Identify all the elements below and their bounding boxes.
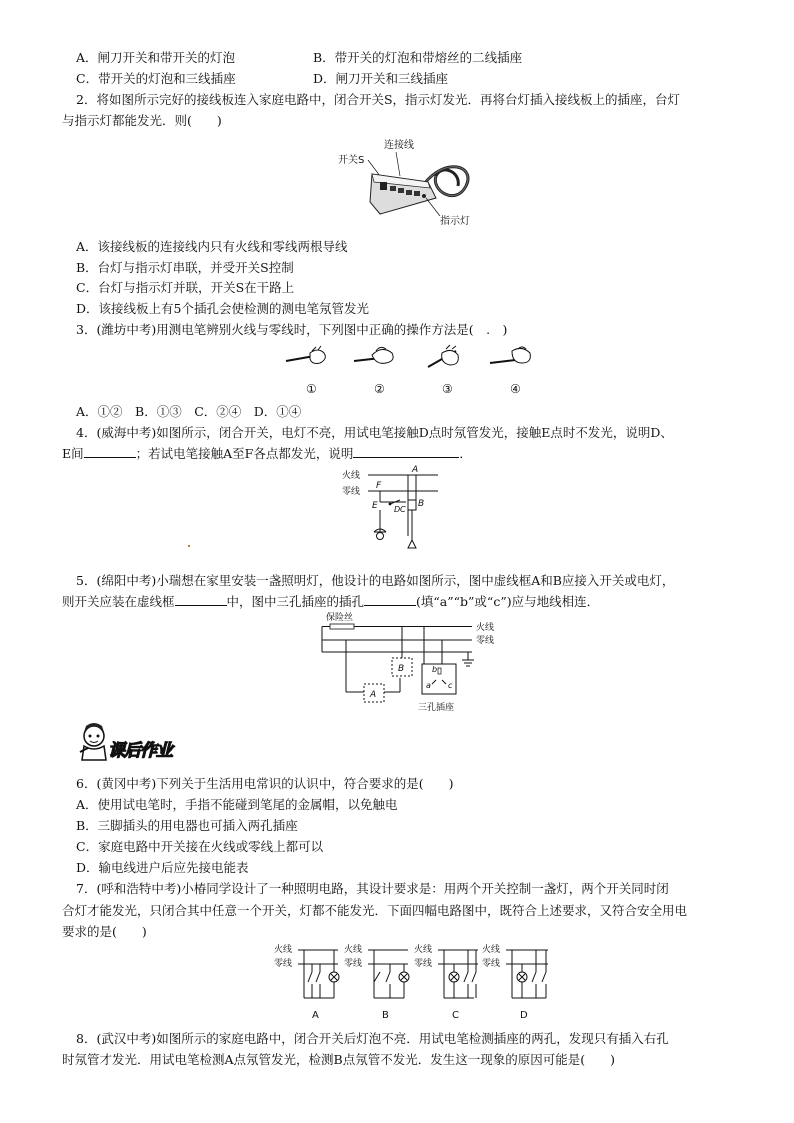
cartoon-boy-icon bbox=[76, 722, 112, 762]
q3-tester-grip-figure bbox=[282, 345, 542, 397]
q5-box-b: B bbox=[398, 664, 405, 674]
q1-option-c: C．带开关的灯泡和三线插座 bbox=[76, 71, 236, 86]
q7-circuit-a bbox=[274, 943, 339, 1021]
q3-label-1: ① bbox=[306, 382, 317, 396]
q2-option-c: C．台灯与指示灯并联，开关S在干路上 bbox=[76, 280, 295, 295]
q7-circuit-d bbox=[482, 943, 548, 1021]
q4-label-neutral: 零线 bbox=[342, 487, 361, 497]
q4-point-c: C bbox=[400, 505, 406, 514]
section-title: 课后作业 bbox=[108, 741, 172, 761]
q6-option-b: B．三脚插头的用电器也可插入两孔插座 bbox=[76, 818, 298, 833]
q8-stem-line2: 时氖管才发光．用试电笔检测A点氖管发光，检测B点氖管不发光．发生这一现象的原因可能是( ) bbox=[62, 1052, 615, 1067]
q6-option-d: D．输电线进户后应先接电能表 bbox=[76, 860, 249, 875]
q7-b-live: 火线 bbox=[344, 945, 363, 955]
q2-power-strip-figure bbox=[336, 136, 476, 231]
q2-label-wire: 连接线 bbox=[384, 140, 414, 151]
q7-letter-c: C bbox=[452, 1010, 459, 1021]
q4-circuit-figure bbox=[342, 466, 442, 552]
q3-label-3: ③ bbox=[442, 382, 453, 396]
q7-c-neutral: 零线 bbox=[414, 959, 433, 969]
q7-stem-line3: 要求的是( ) bbox=[62, 924, 147, 939]
q6-option-a: A．使用试电笔时，手指不能碰到笔尾的金属帽，以免触电 bbox=[76, 797, 398, 812]
q5-label-neutral: 零线 bbox=[476, 636, 495, 646]
q5-stem-line2: 则开关应装在虚线框 中，图中三孔插座的插孔 (填“a”“b”或“c”)应与地线相连． bbox=[62, 594, 600, 609]
q2-label-switch: 开关S bbox=[338, 155, 365, 166]
q2-label-lamp: 指示灯 bbox=[440, 216, 470, 227]
q7-d-live: 火线 bbox=[482, 945, 501, 955]
q4-blank-2[interactable] bbox=[353, 445, 459, 458]
q4-stem-line1: 4．(威海中考)如图所示，闭合开关，电灯不亮，用试电笔接触D点时氖管发光，接触E点时不发光，说明D、 bbox=[76, 425, 673, 440]
q5-hole-a: a bbox=[426, 681, 431, 690]
q2-option-a: A．该接线板的连接线内只有火线和零线两根导线 bbox=[76, 239, 348, 254]
q4-point-e: E bbox=[372, 501, 378, 511]
q4-stray-mark bbox=[188, 545, 190, 547]
q7-circuit-figure bbox=[274, 942, 550, 1022]
q5-blank-1[interactable] bbox=[175, 593, 227, 606]
q2-stem-line1: 2．将如图所示完好的接线板连入家庭电路中，闭合开关S，指示灯发光．再将台灯插入接线板上的插座，台灯 bbox=[76, 92, 681, 107]
q3-hand-2 bbox=[354, 347, 393, 363]
q5-stem-line1: 5．(绵阳中考)小瑞想在家里安装一盏照明灯，他设计的电路如图所示，图中虚线框A和B应接入开关或电灯， bbox=[76, 573, 675, 588]
q5-label-socket: 三孔插座 bbox=[418, 703, 455, 713]
q7-letter-d: D bbox=[520, 1010, 528, 1021]
q3-label-4: ④ bbox=[510, 382, 521, 396]
q5-blank-2[interactable] bbox=[364, 593, 416, 606]
q5-label-live: 火线 bbox=[476, 623, 495, 633]
q6-stem: 6．(黄冈中考)下列关于生活用电常识的认识中，符合要求的是( ) bbox=[76, 776, 454, 791]
q2-stem-line2: 与指示灯都能发光．则( ) bbox=[62, 113, 222, 128]
q2-option-d: D．该接线板上有5个插孔会使检测的测电笔氖管发光 bbox=[76, 301, 369, 316]
q5-hole-c: c bbox=[448, 681, 453, 690]
q7-c-live: 火线 bbox=[414, 945, 433, 955]
section-header bbox=[76, 722, 176, 762]
q7-stem-line1: 7．(呼和浩特中考)小椿同学设计了一种照明电路，其设计要求是：用两个开关控制一盏灯，两个开关同时闭 bbox=[76, 881, 669, 896]
q6-option-c: C．家庭电路中开关接在火线或零线上都可以 bbox=[76, 839, 324, 854]
q7-circuit-c bbox=[414, 943, 478, 1021]
q4-point-a: A bbox=[412, 465, 419, 475]
q3-options: A．①② B．①③ C．②④ D．①④ bbox=[76, 404, 302, 419]
q8-stem-line1: 8．(武汉中考)如图所示的家庭电路中，闭合开关后灯泡不亮．用试电笔检测插座的两孔，发现只有插入右孔 bbox=[76, 1031, 669, 1046]
q7-a-live: 火线 bbox=[274, 945, 293, 955]
q5-box-a: A bbox=[370, 690, 377, 700]
q7-d-neutral: 零线 bbox=[482, 959, 501, 969]
q2-option-b: B．台灯与指示灯串联，并受开关S控制 bbox=[76, 260, 294, 275]
q5-circuit-figure bbox=[322, 612, 504, 716]
q7-stem-line2: 合灯才能发光，只闭合其中任意一个开关，灯都不能发光．下面四幅电路图中，既符合上述要求，又符合安全用电 bbox=[62, 903, 688, 918]
q7-letter-b: B bbox=[382, 1010, 389, 1021]
q7-b-neutral: 零线 bbox=[344, 959, 363, 969]
q7-letter-a: A bbox=[312, 1010, 319, 1021]
q4-label-live: 火线 bbox=[342, 471, 361, 481]
q4-point-b: B bbox=[418, 499, 425, 509]
q5-hole-b: b bbox=[432, 665, 438, 674]
q3-stem: 3．(潍坊中考)用测电笔辨别火线与零线时，下列图中正确的操作方法是( . ) bbox=[76, 322, 508, 337]
q7-circuit-b bbox=[344, 943, 409, 1021]
q1-option-b: B．带开关的灯泡和带熔丝的二线插座 bbox=[313, 50, 523, 65]
q4-blank-1[interactable] bbox=[84, 445, 136, 458]
q3-label-2: ② bbox=[374, 382, 385, 396]
q3-hand-1 bbox=[286, 346, 325, 364]
q4-point-d: D bbox=[394, 505, 401, 514]
q1-option-d: D．闸刀开关和三线插座 bbox=[313, 71, 449, 86]
q3-hand-4 bbox=[490, 347, 530, 363]
q1-option-a: A．闸刀开关和带开关的灯泡 bbox=[76, 50, 236, 65]
q3-hand-3 bbox=[428, 345, 458, 367]
q4-point-f: F bbox=[376, 481, 382, 491]
q7-a-neutral: 零线 bbox=[274, 959, 293, 969]
q5-label-fuse: 保险丝 bbox=[326, 613, 354, 623]
q4-stem-line2: E间 ；若试电笔接触A至F各点都发光，说明 ． bbox=[62, 446, 472, 461]
